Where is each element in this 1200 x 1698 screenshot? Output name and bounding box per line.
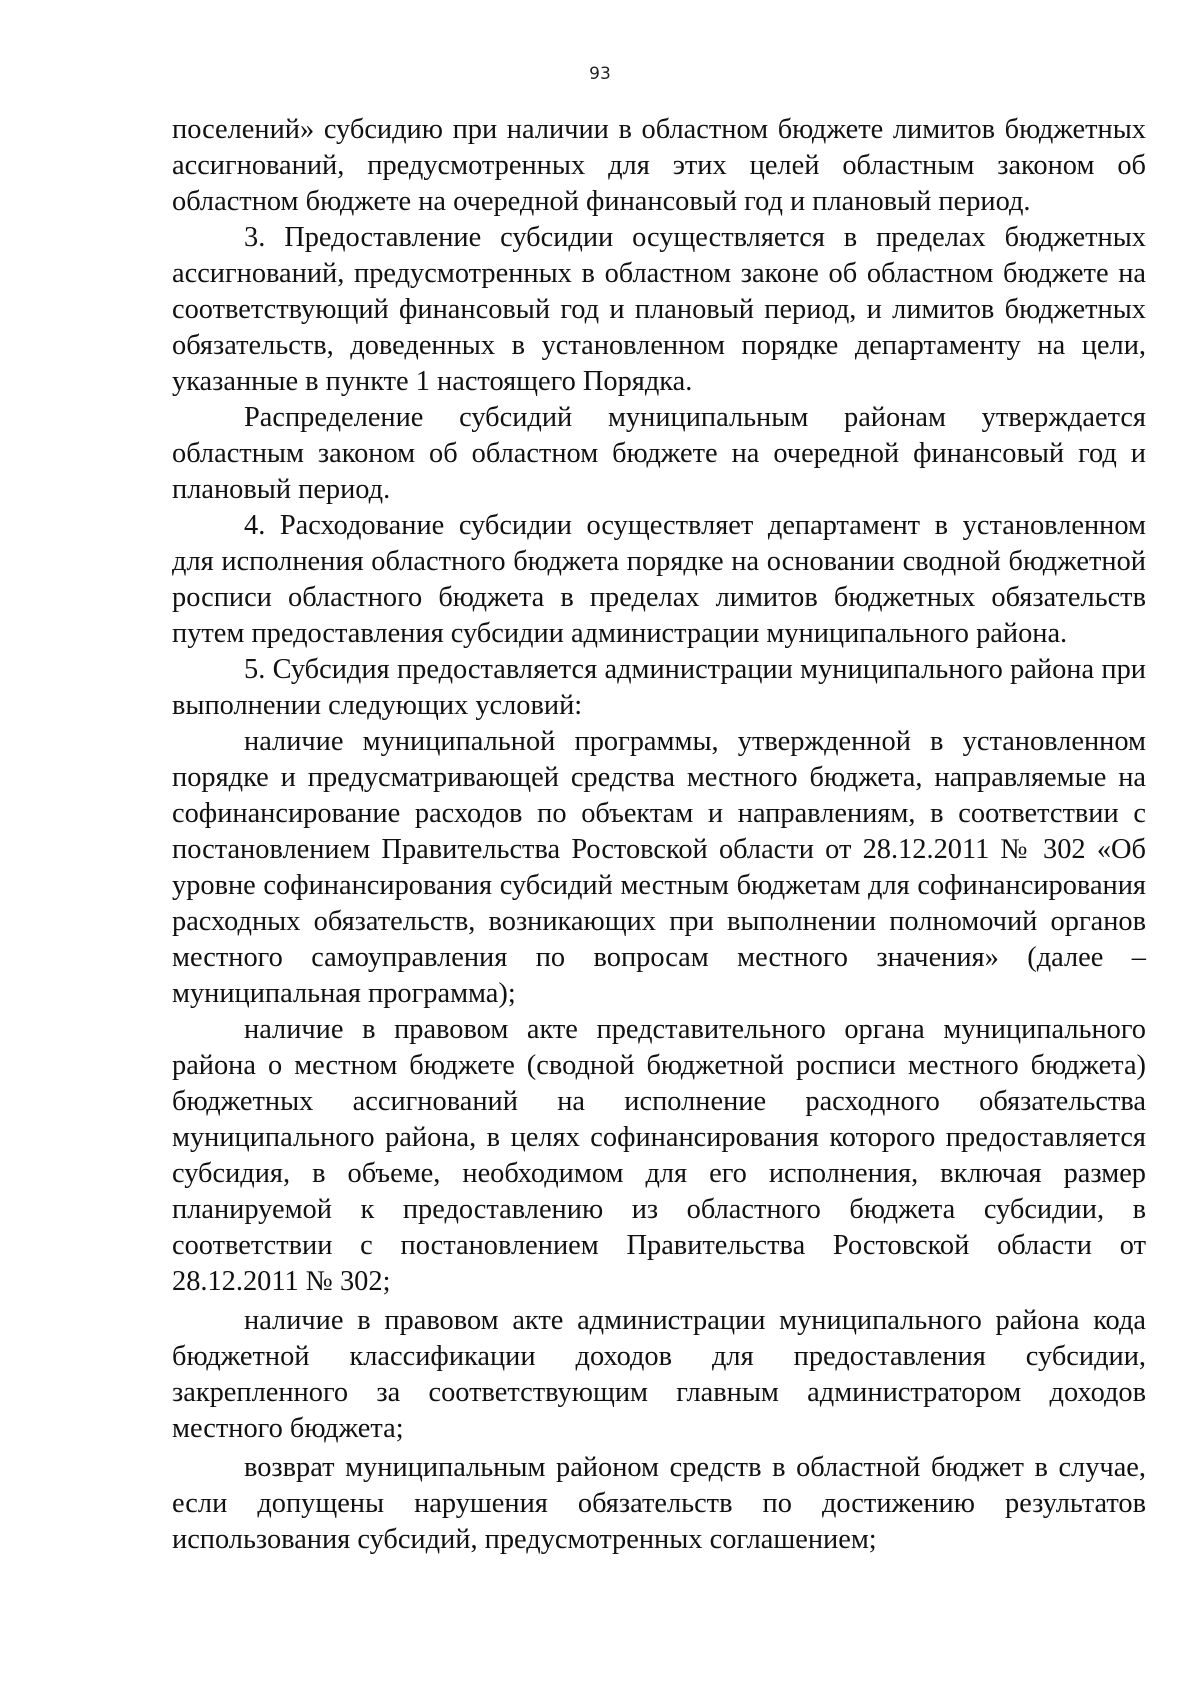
paragraph-item-4: 4. Расходование субсидии осуществляет департамент в установленном для исполнения областного бюджета порядке на основании сводной бюджетной росписи областного бюджета в пределах лимитов бюджетных обязательств путем предоставления субсидии администрации муниципального района. — [172, 510, 1146, 649]
paragraph-item-3: 3. Предоставление субсидии осуществляется в пределах бюджетных ассигнований, предусмотренных в областном законе об областном бюджете на соответствующий финансовый год и плановый период, и лимитов бюджетных обязательств, доведенных в установленном порядке департаменту на цели, указанные в пункте 1 настоящего Порядка. — [172, 222, 1146, 397]
paragraph-distribution: Распределение субсидий муниципальным районам утверждается областным законом об областном бюджете на очередной финансовый год и плановый период. — [172, 402, 1146, 505]
condition-budget-allocations: наличие в правовом акте представительного органа муниципального района о местном бюджете (сводной бюджетной росписи местного бюджета) бюджетных ассигнований на исполнение расходного обязательства муниципального района, в целях софинансирования которого предоставляется субсидия, в объеме, необходимом для его исполнения, включая размер планируемой к предоставлению из областного бюджета субсидии, в соответствии с постановлением Правительства Ростовской области от 28.12.2011 № 302; — [172, 1014, 1146, 1297]
condition-municipal-program: наличие муниципальной программы, утвержденной в установленном порядке и предусматривающей средства местного бюджета, направляемые на софинансирование расходов по объектам и направлениям, в соответствии с постановлением Правительства Ростовской области от 28.12.2011 № 302 «Об уровне софинансирования субсидий местным бюджетам для софинансирования расходных обязательств, возникающих при выполнении полномочий органов местного самоуправления по вопросам местного значения» (далее – муниципальная программа); — [172, 726, 1146, 1009]
paragraph-continuation: поселений» субсидию при наличии в областном бюджете лимитов бюджетных ассигнований, предусмотренных для этих целей областным законом об областном бюджете на очередной финансовый год и плановый период. — [172, 114, 1146, 217]
condition-refund: возврат муниципальным районом средств в областной бюджет в случае, если допущены нарушения обязательств по достижению результатов использования субсидий, предусмотренных соглашением; — [172, 1452, 1146, 1555]
page-number: 93 — [589, 64, 611, 84]
document-body — [172, 112, 1146, 1558]
condition-revenue-code: наличие в правовом акте администрации муниципального района кода бюджетной классификации доходов для предоставления субсидии, закрепленного за соответствующим главным администратором доходов местного бюджета; — [172, 1305, 1146, 1444]
paragraph-item-5: 5. Субсидия предоставляется администрации муниципального района при выполнении следующих условий: — [172, 654, 1146, 721]
